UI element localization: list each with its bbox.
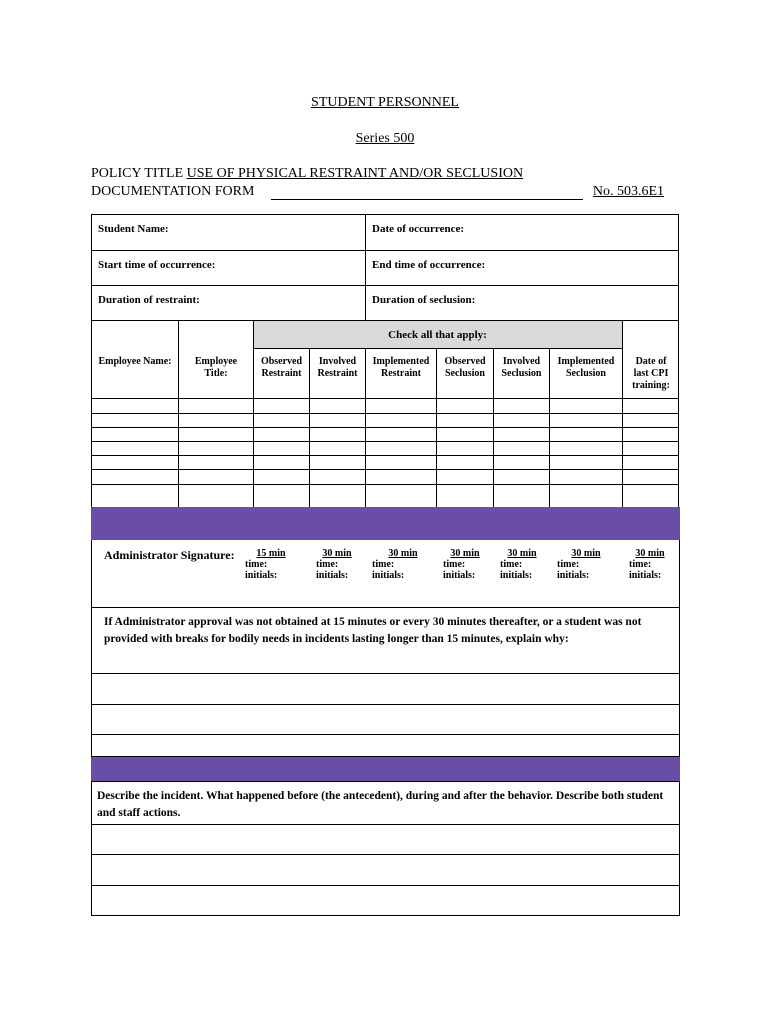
employee-title-header	[179, 356, 253, 380]
involved-seclusion-header	[494, 356, 549, 380]
employee-name-header-text: Employee Name:	[98, 356, 172, 367]
header-line: Employee	[194, 356, 238, 367]
section-heading: STUDENT PERSONNEL	[311, 95, 459, 110]
initials-label: initials:	[443, 570, 476, 581]
initials-label: initials:	[629, 570, 662, 581]
answer-line[interactable]	[91, 854, 680, 855]
table-row[interactable]	[91, 484, 679, 485]
initials-label: initials:	[500, 570, 533, 581]
start-time-label: Start time of occurrence:	[98, 259, 216, 271]
initials-label: initials:	[316, 570, 349, 581]
end-time-field[interactable]	[365, 250, 679, 286]
answer-line[interactable]	[91, 824, 680, 825]
time-label: time:	[245, 559, 268, 570]
header-line: Seclusion	[501, 368, 542, 379]
initials-label: initials:	[245, 570, 278, 581]
interval-30-min-4[interactable]	[500, 548, 544, 581]
administrator-signature-label: Administrator Signature:	[104, 548, 235, 562]
interval-label: 30 min	[571, 548, 601, 559]
table-row[interactable]	[91, 413, 679, 414]
header-line: Observed	[444, 356, 486, 367]
policy-number: No. 503.6E1	[592, 184, 664, 199]
interval-15-min[interactable]	[245, 548, 297, 581]
header-line: Restraint	[381, 368, 421, 379]
involved-restraint-header	[310, 356, 365, 380]
time-label: time:	[557, 559, 580, 570]
policy-title	[91, 166, 523, 182]
interval-label: 30 min	[450, 548, 480, 559]
series-heading: Series 500	[355, 131, 415, 146]
duration-seclusion-field[interactable]	[365, 285, 679, 321]
header-line: Seclusion	[444, 368, 485, 379]
start-time-field[interactable]	[91, 250, 366, 286]
table-row[interactable]	[91, 398, 679, 399]
interval-30-min-1[interactable]	[316, 548, 358, 581]
interval-label: 15 min	[256, 548, 286, 559]
header-line: Title:	[204, 368, 228, 379]
table-row[interactable]	[91, 455, 679, 456]
observed-seclusion-header	[437, 356, 493, 380]
check-all-label: Check all that apply:	[388, 329, 487, 341]
form-title: DOCUMENTATION FORM	[91, 184, 255, 199]
employee-name-header	[92, 356, 178, 368]
header-line: Restraint	[317, 368, 358, 379]
student-name-label: Student Name:	[98, 223, 169, 235]
header-line: training:	[632, 380, 670, 391]
header-line: last CPI	[633, 368, 669, 379]
interval-label: 30 min	[388, 548, 418, 559]
interval-30-min-2[interactable]	[372, 548, 434, 581]
interval-label: 30 min	[507, 548, 537, 559]
student-name-field[interactable]	[91, 214, 366, 251]
initials-label: initials:	[557, 570, 590, 581]
time-label: time:	[316, 559, 339, 570]
header-line: Involved	[318, 356, 357, 367]
duration-restraint-field[interactable]	[91, 285, 366, 321]
answer-line[interactable]	[91, 885, 680, 886]
answer-line[interactable]	[91, 673, 680, 674]
interval-label: 30 min	[635, 548, 665, 559]
table-row[interactable]	[91, 469, 679, 470]
end-time-label: End time of occurrence:	[372, 259, 486, 271]
cpi-training-header	[623, 356, 679, 392]
date-of-occurrence-label: Date of occurrence:	[372, 223, 465, 235]
interval-30-min-5[interactable]	[557, 548, 615, 581]
table-row[interactable]	[91, 427, 679, 428]
interval-30-min-3[interactable]	[443, 548, 487, 581]
header-line: Observed	[260, 356, 303, 367]
incident-description-prompt: Describe the incident. What happened before (the antecedent), during and after the behavior. Describe both student and staff actions.	[97, 790, 664, 819]
interval-30-min-6[interactable]	[629, 548, 671, 581]
time-label: time:	[500, 559, 523, 570]
approval-explanation-prompt: If Administrator approval was not obtained at 15 minutes or every 30 minutes thereafter, or a student was not provided with breaks for bodily needs in incidents lasting longer than 15 minutes, explain why:	[104, 616, 642, 645]
initials-label: initials:	[372, 570, 405, 581]
time-label: time:	[629, 559, 652, 570]
answer-line[interactable]	[91, 734, 680, 735]
header-line: Seclusion	[565, 368, 606, 379]
date-of-occurrence-field[interactable]	[365, 214, 679, 251]
section-band	[91, 507, 680, 540]
title-underline	[271, 199, 583, 200]
implemented-seclusion-header	[550, 356, 622, 380]
interval-label: 30 min	[322, 548, 352, 559]
answer-line[interactable]	[91, 704, 680, 705]
duration-restraint-label: Duration of restraint:	[98, 294, 200, 306]
policy-title-text: USE OF PHYSICAL RESTRAINT AND/OR SECLUSION	[186, 166, 524, 181]
implemented-restraint-header	[366, 356, 436, 380]
time-label: time:	[443, 559, 466, 570]
policy-title-prefix: POLICY TITLE	[91, 166, 187, 181]
header-line: Implemented	[557, 356, 615, 367]
header-line: Involved	[502, 356, 541, 367]
header-line: Date of	[635, 356, 667, 367]
observed-restraint-header	[254, 356, 309, 380]
header-line: Implemented	[372, 356, 430, 367]
time-label: time:	[372, 559, 395, 570]
table-row[interactable]	[91, 441, 679, 442]
duration-seclusion-label: Duration of seclusion:	[372, 294, 476, 306]
section-band	[91, 757, 680, 781]
header-line: Restraint	[261, 368, 302, 379]
